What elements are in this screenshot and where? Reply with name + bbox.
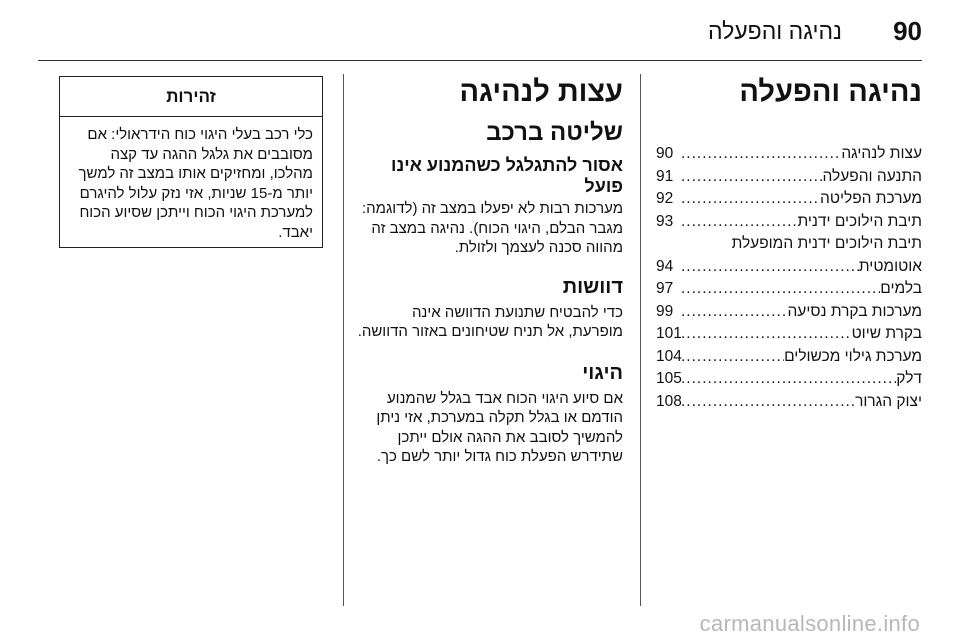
pedals-heading: דוושות	[562, 275, 623, 298]
toc-entry[interactable]	[656, 278, 922, 301]
no-coasting-heading: אסור להתגלגל כשהמנוע אינו פועל	[391, 155, 623, 196]
toc-column	[656, 76, 922, 413]
toc-entry-page: 101	[656, 325, 682, 342]
steering-heading: היגוי	[582, 361, 623, 384]
toc-entry-label: תיבת הילוכים ידנית	[797, 212, 922, 230]
toc-entry-label: אוטומטית	[858, 257, 922, 275]
toc-entry-page: 91	[656, 167, 674, 185]
toc-leader-dots	[678, 391, 855, 414]
toc-leader-dots	[678, 368, 896, 391]
toc-entry-label: בלמים	[880, 280, 922, 297]
driving-tips-column	[355, 76, 623, 467]
vehicle-control-heading: שליטה ברכב	[486, 119, 623, 146]
toc-entry-label: יצוק הגרור	[855, 392, 922, 410]
header-divider	[38, 60, 922, 61]
toc-entry-label: בקרת שיוט	[851, 325, 922, 342]
toc-title: נהיגה והפעלה	[739, 76, 922, 108]
toc-entry-label: דלק	[896, 370, 922, 387]
caution-box	[59, 76, 323, 248]
page-number: 90	[893, 16, 922, 46]
column-divider	[640, 74, 641, 606]
toc-entry-label: התנעה והפעלה	[822, 167, 922, 185]
toc-entry[interactable]	[656, 188, 922, 211]
steering-text: אם סיוע היגוי הכוח אבד בגלל שהמנוע הודמם או בגלל תקלה במערכת, אזי ניתן להמשיך לסובב את ההגה אולם ייתכן שתידרש הפעלת כוח גדול יותר לשם כך.	[376, 389, 623, 465]
toc-list	[656, 143, 922, 413]
toc-entry[interactable]	[656, 391, 922, 414]
toc-leader-dots	[678, 166, 823, 189]
toc-entry-label: מערכת גילוי מכשולים	[784, 347, 922, 365]
toc-entry-page: 93	[656, 212, 674, 230]
toc-entry[interactable]	[656, 301, 922, 324]
toc-leader-dots	[678, 256, 859, 279]
toc-entry-page: 108	[656, 392, 682, 410]
toc-entry-page: 104	[656, 347, 682, 365]
no-coasting-text: מערכות רבות לא יפעלו במצב זה (לדוגמה: מגבר הבלם, היגוי הכוח). נהיגה במצב זה מהווה סכנה לעצמך ולזולת.	[361, 200, 623, 256]
page-header-title: נהיגה והפעלה	[707, 18, 842, 44]
watermark: carmanualsonline.info	[699, 611, 920, 636]
driving-tips-title: עצות לנהיגה	[459, 76, 623, 108]
toc-leader-dots	[678, 143, 841, 166]
toc-entry-page: 90	[656, 145, 674, 162]
toc-leader-dots	[678, 188, 820, 211]
toc-entry[interactable]	[656, 256, 922, 279]
toc-leader-dots	[678, 301, 787, 324]
column-divider	[343, 74, 344, 606]
toc-entry-label: מערכת הפליטה	[820, 190, 922, 207]
toc-entry-page: 99	[656, 302, 674, 320]
toc-entry-page: 92	[656, 190, 674, 207]
toc-entry-prefix: תיבת הילוכים ידנית המופעלת	[731, 235, 922, 252]
toc-leader-dots	[678, 323, 852, 346]
toc-entry-page: 97	[656, 280, 674, 297]
caution-title: זהירות	[60, 77, 322, 117]
toc-leader-dots	[678, 211, 797, 234]
toc-leader-dots	[678, 346, 784, 369]
toc-entry-label: מערכות בקרת נסיעה	[787, 302, 922, 320]
toc-entry[interactable]	[656, 166, 922, 189]
toc-entry[interactable]	[656, 143, 922, 166]
pedals-text: כדי להבטיח שתנועת הדוושה אינה מופרעת, אל תניח שטיחונים באזור הדוושה.	[357, 303, 623, 340]
toc-entry-page: 94	[656, 257, 674, 275]
toc-entry[interactable]	[656, 211, 922, 234]
toc-entry[interactable]	[656, 323, 922, 346]
toc-leader-dots	[678, 278, 880, 301]
toc-entry-label: עצות לנהיגה	[841, 145, 922, 162]
toc-entry-page: 105	[656, 370, 682, 387]
toc-entry[interactable]	[656, 368, 922, 391]
toc-entry[interactable]	[656, 346, 922, 369]
caution-text: כלי רכב בעלי היגוי כוח הידראולי: אם מסובבים את גלגל ההגה עד קצה מהלכו, ומחזיקים אותו במצב זה למשך יותר מ-15 שניות, אזי נזק עלול להיגרם למערכת היגוי הכוח וייתכן שסיוע הכוח יאבד.	[78, 126, 313, 241]
